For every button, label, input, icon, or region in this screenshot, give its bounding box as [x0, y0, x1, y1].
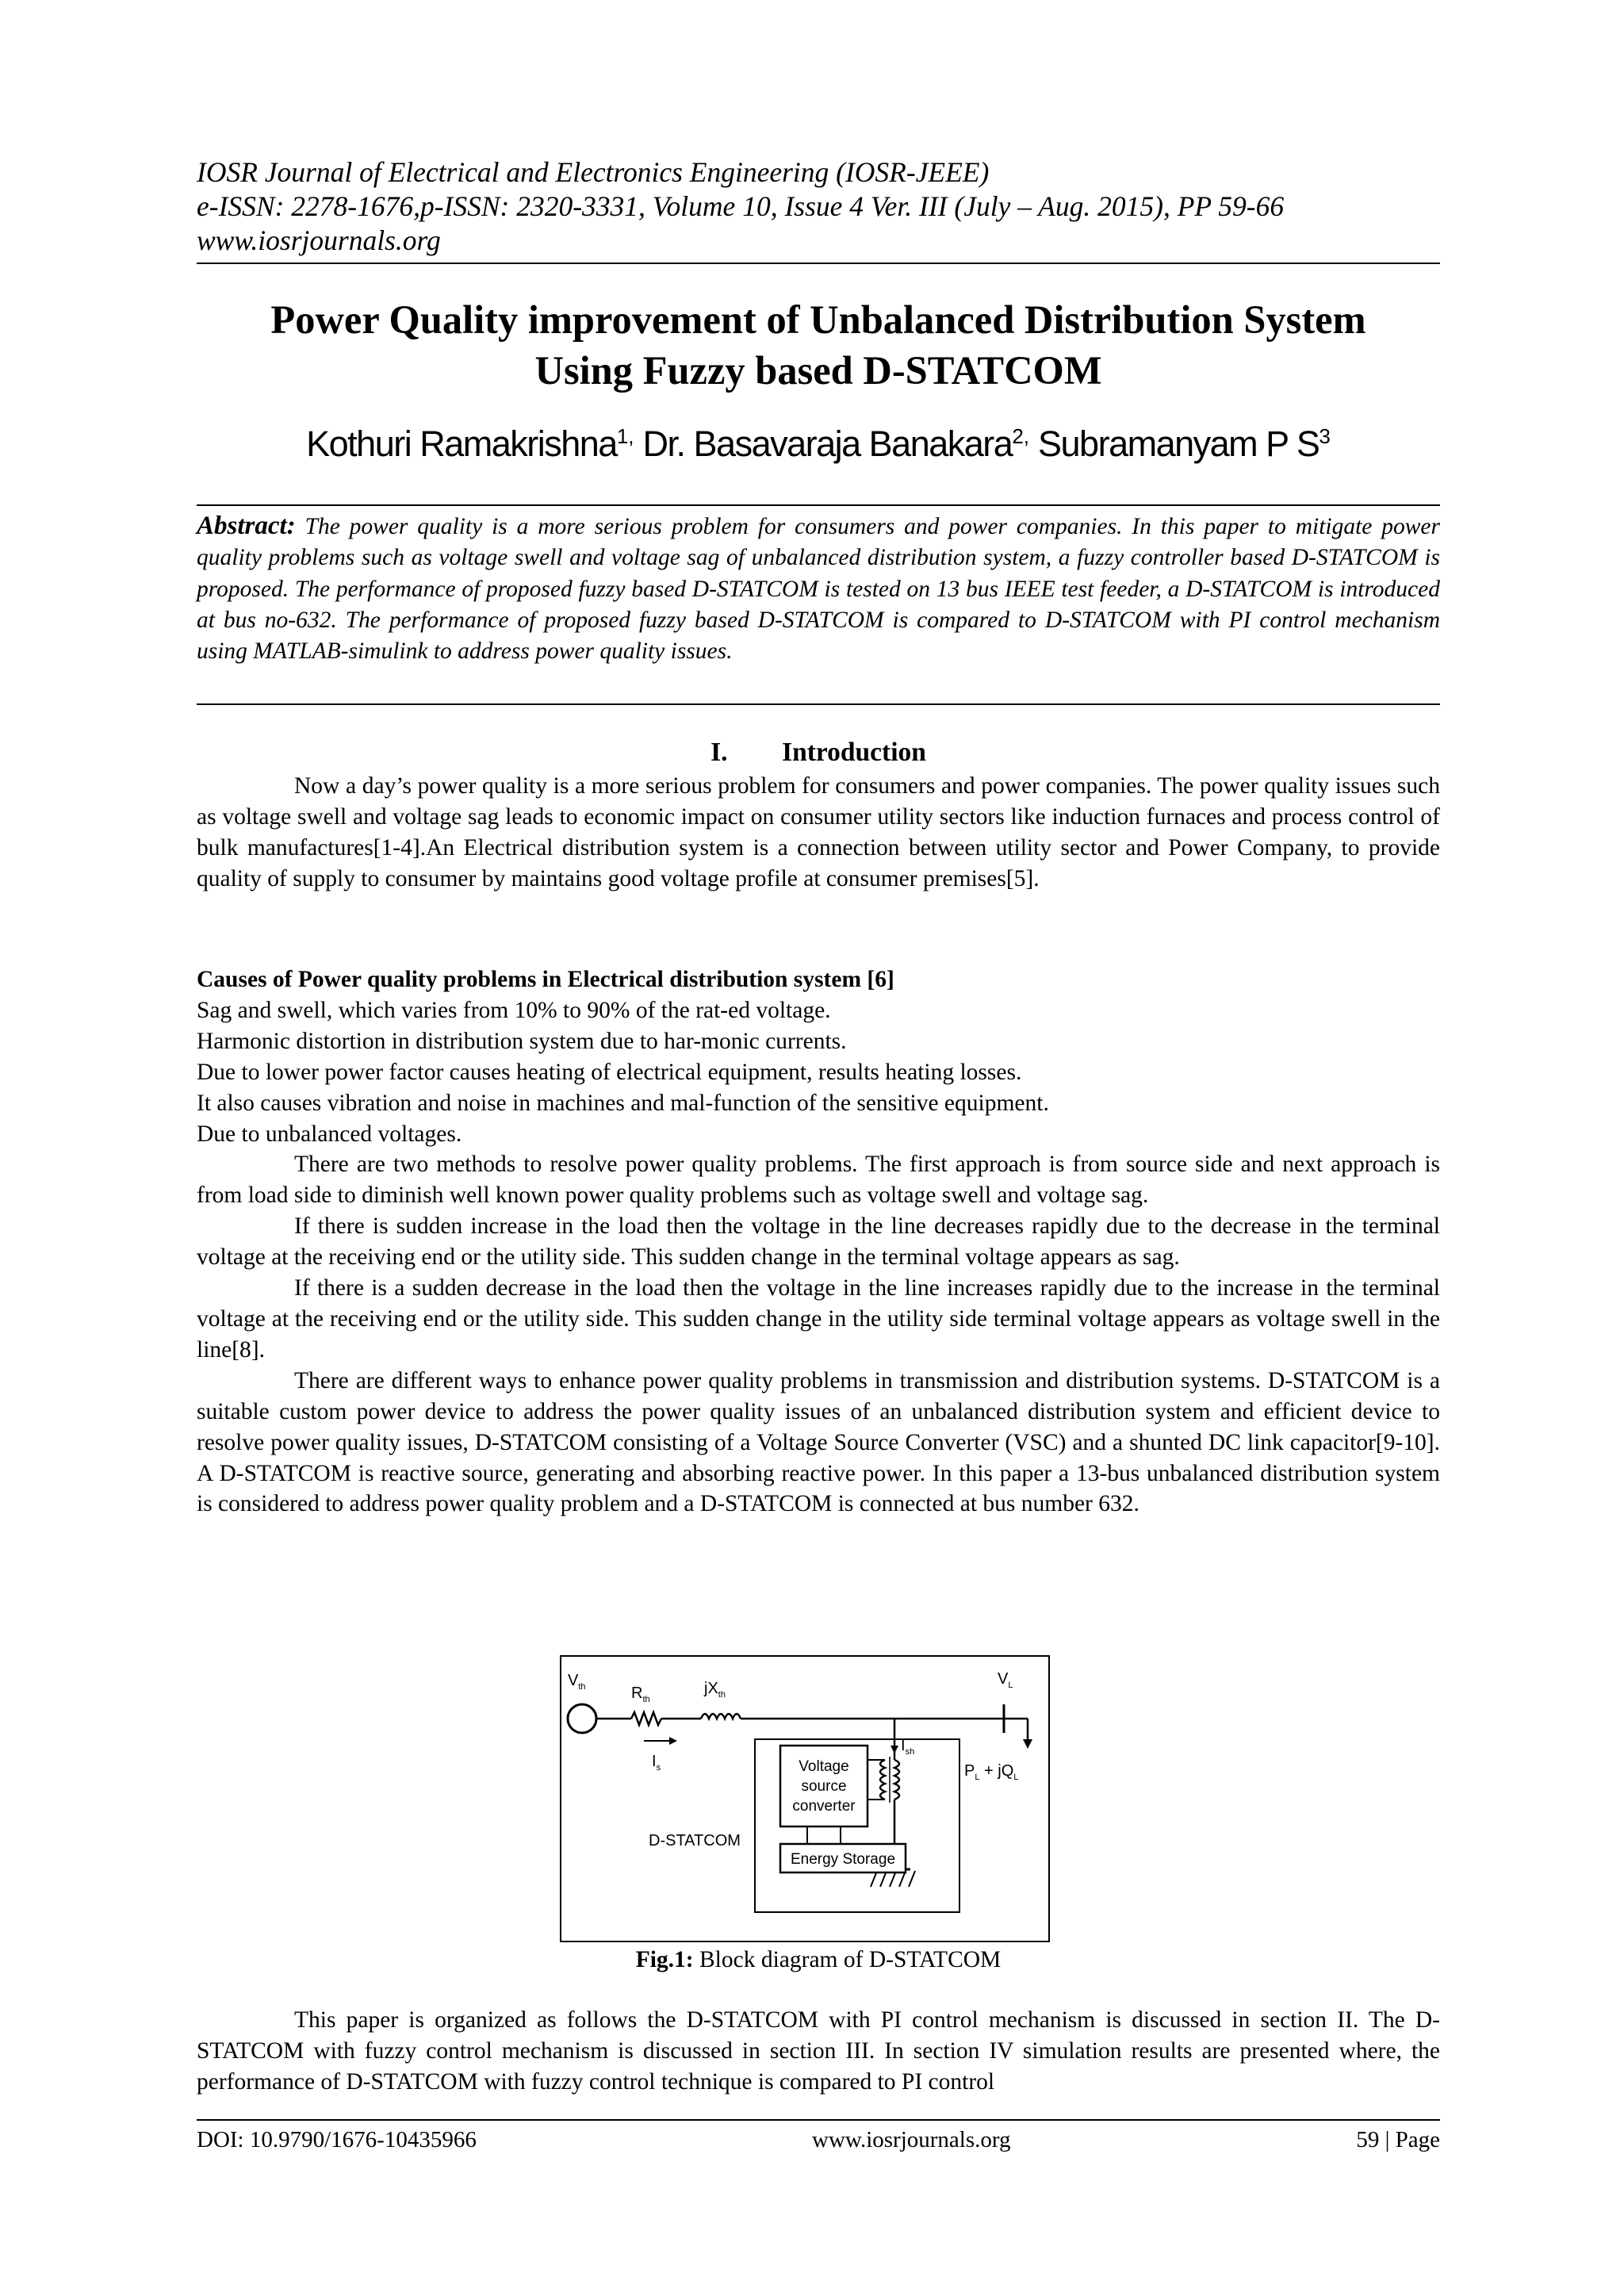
- footer-url: www.iosrjournals.org: [812, 2127, 1011, 2152]
- label-vth: $V_{th}$: [568, 1672, 586, 1692]
- section-number: I.: [710, 738, 728, 767]
- figure-label: Fig.1:: [635, 1947, 694, 1972]
- paragraph: There are two methods to resolve power quality problems. The first approach is from source side and next approach is from load side to diminish well known power quality problems such as voltage swell and voltage sag.: [197, 1152, 1440, 1209]
- label-is: $I_s$: [652, 1753, 661, 1773]
- source-icon: [568, 1704, 596, 1733]
- journal-issn: e-ISSN: 2278-1676,p-ISSN: 2320-3331, Volume 10, Issue 4 Ver. III (July – Aug. 2015), PP 59-66: [197, 190, 1285, 222]
- label-ish: $I_{sh}$: [901, 1737, 915, 1757]
- header-rule: [197, 263, 1440, 264]
- list-item: Sag and swell, which varies from 10% to 90% of the rat-ed voltage.: [197, 997, 831, 1023]
- arrow-head-icon: [1023, 1739, 1032, 1749]
- journal-header: [197, 155, 1440, 258]
- list-item: Due to lower power factor causes heating of electrical equipment, results heating losses.: [197, 1059, 1022, 1085]
- vsc-label: source: [801, 1778, 847, 1795]
- footer-doi: DOI: 10.9790/1676-10435966: [197, 2127, 477, 2152]
- paragraph: If there is sudden increase in the load then the voltage in the line decreases rapidly due to the decrease in the terminal voltage at the receiving end or the utility side. This sudden change in the terminal voltage appears as sag.: [197, 1213, 1440, 1271]
- footer-rule: [197, 2119, 1440, 2121]
- vsc-label: Voltage: [799, 1758, 849, 1775]
- author-name: Dr. Basavaraja Banakara: [642, 424, 1013, 464]
- paragraph: If there is a sudden decrease in the load then the voltage in the line increases rapidly due to the increase in the terminal voltage at the receiving end or the utility side. This sudden change in the utility side terminal voltage appears as voltage swell in the line[8].: [197, 1275, 1440, 1363]
- causes-list: [197, 995, 1440, 1150]
- abstract-label: Abstract:: [197, 512, 296, 540]
- journal-url: www.iosrjournals.org: [197, 224, 441, 256]
- abstract: [197, 511, 1440, 667]
- author-affiliation: 2,: [1012, 424, 1029, 448]
- list-item: Harmonic distortion in distribution system due to har-monic currents.: [197, 1028, 847, 1054]
- transformer-icon: [894, 1760, 899, 1800]
- author-list: [197, 424, 1440, 465]
- author-affiliation: 1,: [616, 424, 634, 448]
- figure-caption: [197, 1947, 1440, 1973]
- figure-caption-text: Block diagram of D-STATCOM: [693, 1947, 1002, 1972]
- arrow-head-icon: [669, 1737, 677, 1745]
- title-line-1: Power Quality improvement of Unbalanced Distribution System: [270, 297, 1366, 342]
- abstract-top-rule: [197, 504, 1440, 506]
- causes-block: [197, 964, 1440, 1520]
- footer-page-number: 59 | Page: [1356, 2127, 1440, 2152]
- organization-paragraph: [197, 2005, 1440, 2098]
- arrow-head-icon: [891, 1746, 898, 1754]
- author-name: Subramanyam P S: [1038, 424, 1320, 464]
- label-load: $P_L + jQ_L$: [964, 1762, 1019, 1782]
- abstract-text: The power quality is a more serious problem for consumers and power companies. In this paper to mitigate power quality problems such as voltage swell and voltage sag of unbalanced distribution system, a fuzzy controller based D-STATCOM is proposed. The performance of proposed fuzzy based D-STATCOM is tested on 13 bus IEEE test feeder, a D-STATCOM is introduced at bus no-632. The performance of proposed fuzzy based D-STATCOM is compared to D-STATCOM with PI control mechanism using MATLAB-simulink to address power quality issues.: [197, 514, 1441, 665]
- paragraph: There are different ways to enhance power quality problems in transmission and distribution systems. D-STATCOM is a suitable custom power device to address the power quality issues of an unbalanced distribution system and efficient device to resolve power quality issues, D-STATCOM consisting of a Voltage Source Converter (VSC) and a shunted DC link capacitor[9-10]. A D-STATCOM is reactive source, generating and absorbing reactive power. In this paper a 13-bus unbalanced distribution system is considered to address power quality problem and a D-STATCOM is connected at bus number 632.: [197, 1367, 1440, 1517]
- list-item: It also causes vibration and noise in machines and mal-function of the sensitive equipment.: [197, 1090, 1049, 1116]
- label-dstatcom: D-STATCOM: [649, 1832, 741, 1849]
- diagram-svg: [561, 1657, 1048, 1941]
- label-vl: $V_L$: [998, 1670, 1013, 1690]
- author-affiliation: 3: [1319, 424, 1331, 448]
- section-heading: [197, 738, 1440, 768]
- paragraph: This paper is organized as follows the D-STATCOM with PI control mechanism is discussed in section II. The D-STATCOM with fuzzy control mechanism is discussed in section III. In section IV simulation results are presented where, the performance of D-STATCOM with fuzzy control technique is compared to PI control: [197, 2007, 1440, 2095]
- list-item: Due to unbalanced voltages.: [197, 1121, 462, 1147]
- title-line-2: Using Fuzzy based D-STATCOM: [534, 348, 1102, 393]
- section-title: Introduction: [782, 738, 926, 767]
- label-rth: $R_{th}$: [631, 1685, 650, 1704]
- transformer-icon: [880, 1760, 885, 1800]
- abstract-bottom-rule: [197, 703, 1440, 705]
- intro-paragraph: [197, 771, 1440, 895]
- causes-heading: Causes of Power quality problems in Electrical distribution system [6]: [197, 967, 894, 992]
- paper-title: [197, 294, 1440, 396]
- dstatcom-block-diagram: [560, 1655, 1050, 1942]
- author-name: Kothuri Ramakrishna: [306, 424, 617, 464]
- label-jxth: $jX_{th}$: [704, 1680, 726, 1700]
- vsc-label: converter: [792, 1798, 856, 1815]
- energy-storage-label: Energy Storage: [790, 1851, 896, 1868]
- resistor-icon: [631, 1712, 661, 1725]
- inductor-icon: [701, 1714, 741, 1719]
- journal-name: IOSR Journal of Electrical and Electronics Engineering (IOSR-JEEE): [197, 156, 990, 188]
- paragraph: Now a day’s power quality is a more serious problem for consumers and power companies. The power quality issues such as voltage swell and voltage sag leads to economic impact on consumer utility sectors like induction furnaces and process control of bulk manufactures[1-4].An Electrical distribution system is a connection between utility sector and Power Company, to provide quality of supply to consumer by maintains good voltage profile at consumer premises[5].: [197, 773, 1440, 891]
